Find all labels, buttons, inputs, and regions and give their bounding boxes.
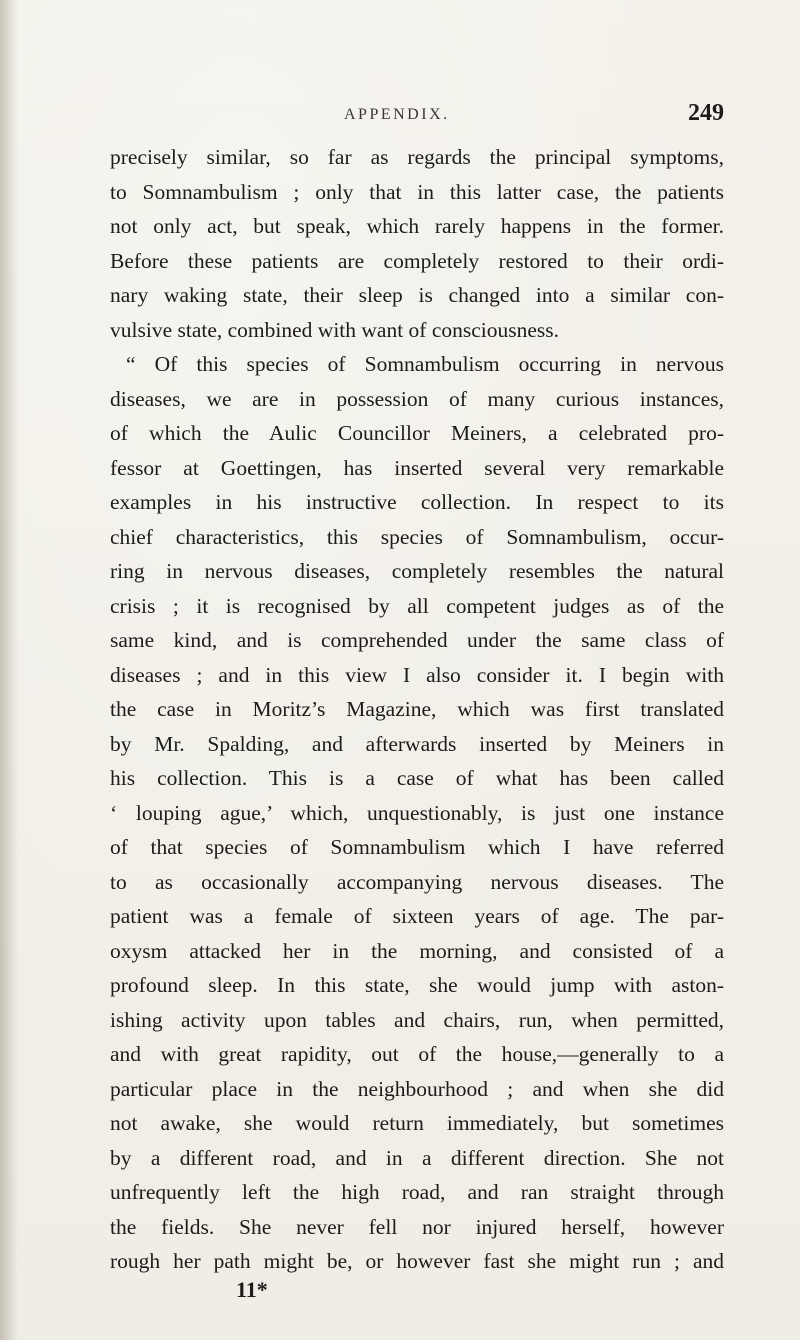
text-line: ishing activity upon tables and chairs, run, when permitted, <box>110 1007 724 1032</box>
binding-shadow <box>0 0 18 1340</box>
text-line: crisis ; it is recognised by all competent judges as of the <box>110 593 724 618</box>
running-head: APPENDIX. <box>344 106 450 123</box>
text-line: to as occasionally accompanying nervous diseases. The <box>110 869 724 894</box>
text-line: Before these patients are completely restored to their ordi- <box>110 248 724 273</box>
text-line: vulsive state, combined with want of consciousness. <box>110 317 560 342</box>
text-line: not only act, but speak, which rarely happens in the former. <box>110 214 724 238</box>
text-line: by a different road, and in a different direction. She not <box>110 1145 724 1170</box>
text-line: precisely similar, so far as regards the principal symptoms, <box>110 145 724 169</box>
text-line: not awake, she would return immediately, but sometimes <box>110 1111 724 1135</box>
signature-mark: 11* <box>236 1277 268 1302</box>
page-header <box>112 100 724 134</box>
text-line: patient was a female of sixteen years of age. The par- <box>110 904 724 928</box>
text-line: diseases ; and in this view I also consider it. I begin with <box>110 662 724 687</box>
text-line: to Somnambulism ; only that in this latter case, the patients <box>110 179 724 204</box>
text-line: the case in Moritz’s Magazine, which was first translated <box>110 697 724 721</box>
text-line: fessor at Goettingen, has inserted several very remarkable <box>110 455 724 480</box>
text-line: diseases, we are in possession of many curious instances, <box>110 386 724 411</box>
text-line: profound sleep. In this state, she would jump with aston- <box>110 973 724 997</box>
text-line: ring in nervous diseases, completely resembles the natural <box>110 559 724 583</box>
text-line: examples in his instructive collection. In respect to its <box>110 490 724 514</box>
text-line: of which the Aulic Councillor Meiners, a celebrated pro- <box>110 421 724 445</box>
text-line: by Mr. Spalding, and afterwards inserted by Meiners in <box>110 731 724 756</box>
text-line: ‘ louping ague,’ which, unquestionably, is just one instance <box>110 800 724 825</box>
text-line: and with great rapidity, out of the house,—generally to a <box>110 1042 724 1066</box>
text-line: rough her path might be, or however fast she might run ; and <box>110 1249 724 1273</box>
text-line: chief characteristics, this species of Somnambulism, occur- <box>110 524 724 549</box>
text-line: particular place in the neighbourhood ; and when she did <box>110 1076 724 1101</box>
text-line: same kind, and is comprehended under the same class of <box>110 628 724 652</box>
text-line: oxysm attacked her in the morning, and consisted of a <box>110 938 724 963</box>
text-line: his collection. This is a case of what has been called <box>110 766 724 790</box>
text-line: “ Of this species of Somnambulism occurring in nervous <box>126 352 724 376</box>
text-line: of that species of Somnambulism which I have referred <box>110 835 724 859</box>
page-number: 249 <box>688 100 724 126</box>
body-text <box>110 140 724 1279</box>
text-line: nary waking state, their sleep is changed into a similar con- <box>110 283 724 307</box>
text-line: unfrequently left the high road, and ran straight through <box>110 1180 724 1204</box>
text-line: the fields. She never fell nor injured herself, however <box>110 1214 724 1239</box>
